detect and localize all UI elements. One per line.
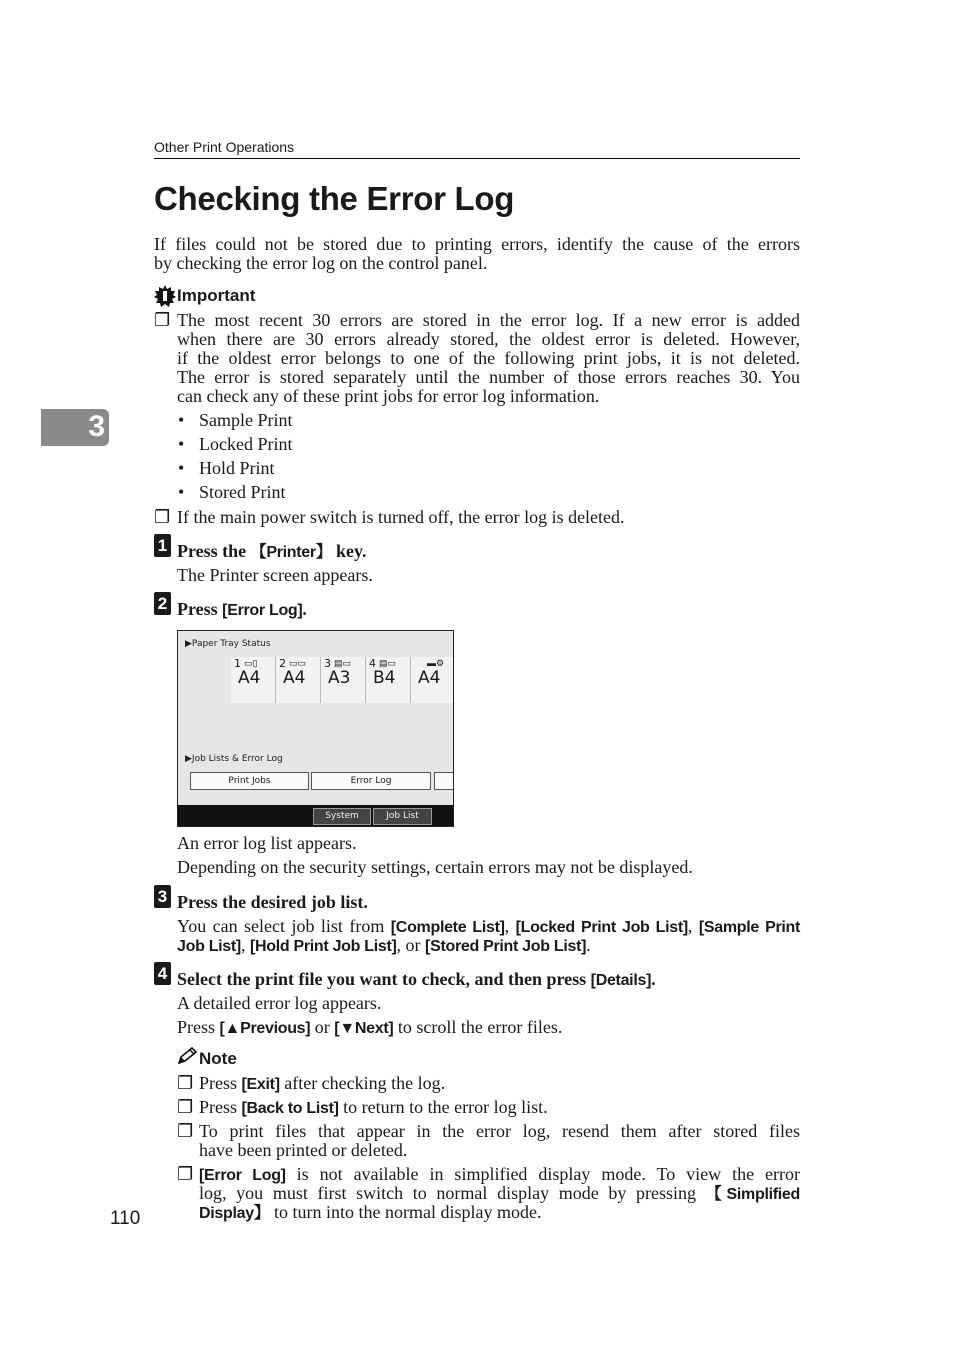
important-line-1: The most recent 30 errors are stored in the error log. If a new error is added [177,310,800,330]
step-2-marker: 2 [154,592,171,615]
job-lists-label: ▶Job Lists & Error Log [185,754,283,764]
checkbox-icon: ❐ [177,1073,194,1093]
printer-screen [177,630,454,827]
tray-icon: ▭▭ [289,658,307,668]
tray-2: 2 ▭▭ A4 [276,657,321,703]
header-rule [154,158,800,159]
step-3-desc-line-2: Job List], [Hold Print Job List], or [Stored Print Job List]. [177,935,591,955]
note-3-line-1: To print files that appear in the error log, resend them after stored files [199,1121,800,1141]
list-item: Stored Print [199,482,286,502]
running-head: Other Print Operations [154,139,295,155]
error-log-button[interactable]: Error Log [311,772,431,790]
tray-bypass: ▬⚙ A4 [411,657,454,703]
step-2-instruction: Press [Error Log]. [177,599,307,619]
note-4-line-3: Display】 to turn into the normal display mode. [199,1202,542,1222]
error-log-key: [Error Log] [222,602,303,619]
important-line-3: if the oldest error belongs to one of the following print jobs, it is not deleted. [177,348,800,368]
note-4-line-2: log, you must first switch to normal display mode by pressing 【Simplified [199,1183,800,1203]
bullet: • [178,458,185,478]
checkbox-icon: ❐ [177,1164,194,1184]
step-3-instruction: Press the desired job list. [177,892,368,912]
important-icon [154,285,176,307]
bullet: • [178,410,185,430]
chapter-number: 3 [88,410,105,443]
page-title: Checking the Error Log [154,180,515,217]
screen-footer [178,805,454,827]
pencil-icon [177,1047,197,1065]
note-4-line-1: [Error Log] is not available in simplified display mode. To view the error [199,1164,800,1184]
tray-1: 1 ▭▯ A4 [231,657,276,703]
list-item: Hold Print [199,458,275,478]
bullet: • [178,482,185,502]
checkbox-icon: ❐ [177,1121,194,1141]
intro-line-1: If files could not be stored due to printing errors, identify the cause of the errors [154,234,800,254]
important-line-5: can check any of these print jobs for error log information. [177,386,600,406]
tray-icon: ▬⚙ [427,658,445,668]
step-4-marker: 4 [154,962,171,985]
tray-3: 3 ▤▭ A3 [321,657,366,703]
step-4-desc-2: Press [▲Previous] or [▼Next] to scroll the error files. [177,1017,563,1037]
note-3-line-2: have been printed or deleted. [199,1140,408,1160]
important-line-2: when there are 30 errors already stored, the oldest error is deleted. However, [177,329,800,349]
job-list-button[interactable]: Job List [373,808,432,825]
step-1-marker: 1 [154,534,171,557]
list-item: Sample Print [199,410,293,430]
step-2-desc-2: Depending on the security settings, certain errors may not be displayed. [177,857,693,877]
important-item-2: If the main power switch is turned off, the error log is deleted. [177,507,625,527]
important-label: Important [177,286,256,305]
note-label: Note [199,1049,237,1068]
paper-tray-status-label: ▶Paper Tray Status [185,639,271,649]
page-number: 110 [110,1208,141,1229]
tray-icon: ▭▯ [244,658,258,668]
intro-line-2: by checking the error log on the control panel. [154,253,488,273]
printer-key: 【Printer】 [250,544,332,561]
tray-icon: ▤▭ [334,658,352,668]
step-4-desc-1: A detailed error log appears. [177,993,382,1013]
checkbox-icon: ❐ [154,310,171,330]
print-jobs-button[interactable]: Print Jobs [190,772,309,790]
extra-button[interactable] [434,772,454,790]
step-4-instruction: Select the print file you want to check, and then press [Details]. [177,969,656,989]
tray-icon: ▤▭ [379,658,397,668]
step-2-desc-1: An error log list appears. [177,833,357,853]
tray-4: 4 ▤▭ B4 [366,657,411,703]
step-3-marker: 3 [154,885,171,908]
step-3-desc-line-1: You can select job list from [Complete List], [Locked Print Job List], [Sample Print [177,916,801,936]
system-status-button[interactable]: System [313,808,371,825]
important-line-4: The error is stored separately until the number of those errors reaches 30. You [177,367,800,387]
step-1-desc: The Printer screen appears. [177,565,373,585]
note-1: Press [Exit] after checking the log. [199,1073,446,1093]
chapter-tab [41,409,109,446]
step-1-instruction: Press the 【Printer】 key. [177,541,367,561]
checkbox-icon: ❐ [177,1097,194,1117]
bullet: • [178,434,185,454]
checkbox-icon: ❐ [154,507,171,527]
note-2: Press [Back to List] to return to the error log list. [199,1097,548,1117]
list-item: Locked Print [199,434,293,454]
